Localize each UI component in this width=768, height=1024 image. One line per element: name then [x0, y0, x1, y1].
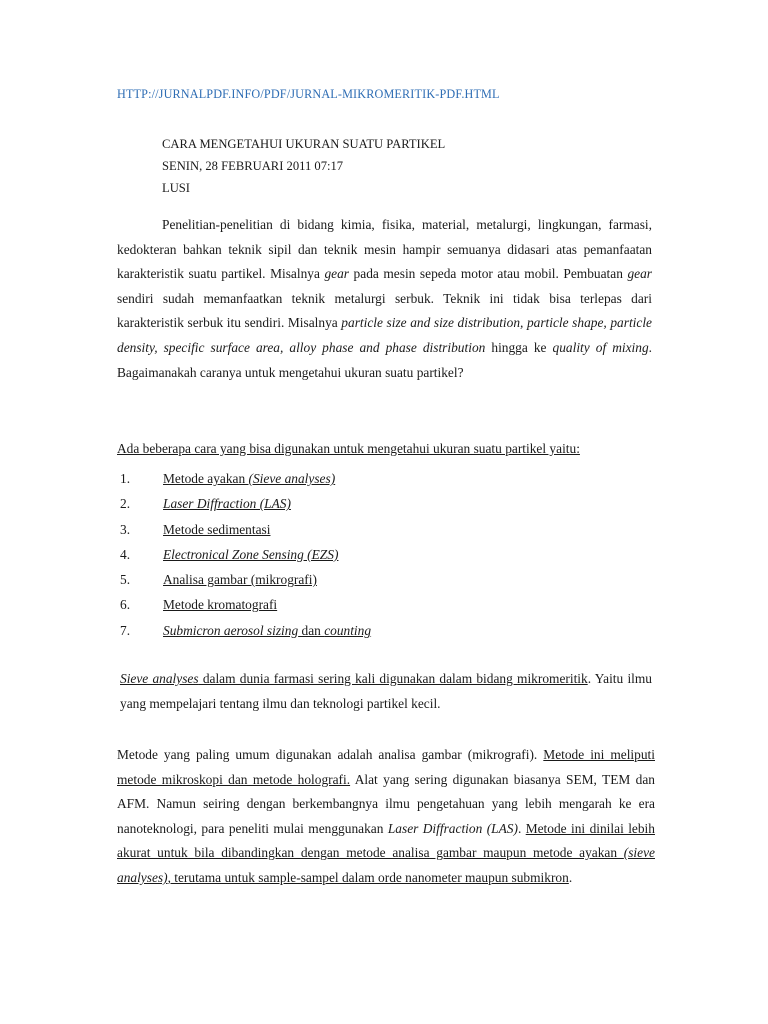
sieve-paragraph: [120, 667, 652, 716]
underlined-text: Metode ini meliputi metode mikroskopi dan metode holografi.: [117, 747, 655, 787]
list-number: 1.: [120, 471, 131, 486]
list-item-text: Laser Diffraction (LAS): [163, 496, 291, 512]
list-item: [120, 567, 371, 592]
article-author: LUSI: [162, 181, 190, 195]
text-run: Penelitian-penelitian di bidang kimia, fisika, material, metalurgi, lingkungan, farmasi, kedokteran bahkan teknik sipil dan teknik mesin hampir semuanya didasari atas pemanfaatan karakteristik suatu partikel. Misalnya: [117, 217, 652, 282]
list-number: 2.: [120, 496, 131, 512]
source-url-link[interactable]: HTTP://JURNALPDF.INFO/PDF/JURNAL-MIKROMERITIK-PDF.HTML: [117, 87, 500, 101]
article-date: SENIN, 28 FEBRUARI 2011 07:17: [162, 159, 344, 173]
italic-term: Sieve analyses: [120, 671, 199, 686]
text-run: hingga ke: [485, 339, 553, 355]
article-title: CARA MENGETAHUI UKURAN SUATU PARTIKEL: [162, 137, 446, 151]
list-item-text: Metode sedimentasi: [163, 521, 271, 537]
text-run: .: [517, 820, 526, 836]
list-number: 4.: [120, 546, 131, 562]
list-number: 3.: [120, 521, 131, 537]
italic-term: Laser Diffraction (LAS): [387, 820, 518, 836]
text-run: dalam dunia farmasi sering kali digunakan dalam bidang: [198, 671, 518, 686]
method-paragraph: [117, 743, 655, 891]
underlined-text: Metode ini dinilai lebih akurat untuk bila dibandingkan dengan metode analisa gambar maupun metode ayakan: [117, 820, 655, 861]
methods-list-heading: Ada beberapa cara yang bisa digunakan untuk mengetahui ukuran suatu partikel yaitu:: [117, 441, 580, 456]
list-item-text: Submicron aerosol sizing dan counting: [163, 622, 372, 638]
list-item: [120, 517, 371, 542]
methods-list: [120, 466, 371, 643]
text-run: pada mesin sepeda motor atau mobil. Pembuatan: [349, 266, 628, 282]
italic-term: (sieve analyses): [117, 845, 655, 885]
list-number: 5.: [120, 572, 131, 588]
intro-paragraph: [117, 213, 652, 385]
list-item: [120, 491, 371, 516]
list-item: [120, 618, 371, 643]
underlined-text: , terutama untuk sample-sampel dalam orde nanometer maupun submikron: [167, 869, 569, 885]
list-item: [120, 542, 371, 567]
list-item: [120, 592, 371, 617]
italic-term: gear: [627, 266, 653, 282]
text-run: . Yaitu ilmu yang mempelajari tentang ilmu dan teknologi partikel kecil.: [120, 671, 652, 711]
italic-term: quality of mixing: [552, 339, 649, 355]
article-header: [162, 133, 445, 199]
list-number: 7.: [120, 622, 131, 638]
list-number: 6.: [120, 597, 131, 613]
text-run: .: [568, 869, 573, 885]
list-item-text: Metode ayakan (Sieve analyses): [163, 471, 336, 486]
list-item-text: Analisa gambar (mikrografi): [163, 572, 317, 588]
underlined-term: mikromeritik: [517, 671, 588, 686]
list-item: [120, 466, 371, 491]
italic-term: gear: [324, 266, 350, 282]
text-run: . Bagaimanakah caranya untuk mengetahui ukuran suatu partikel?: [117, 339, 653, 380]
italic-term: particle size and size distribution, particle shape, particle density, specific surface area, alloy phase and phase distribution: [117, 315, 652, 355]
list-item-text: Electronical Zone Sensing (EZS): [163, 546, 339, 562]
text-run: Metode yang paling umum digunakan adalah analisa gambar (mikrografi).: [117, 747, 544, 762]
text-run: Alat yang sering digunakan biasanya SEM, TEM dan AFM. Namun seiring dengan berkembangnya ilmu pengetahuan yang lebih mengarah ke era nanoteknologi, para peneliti mulai menggunakan: [117, 771, 655, 836]
list-item-text: Metode kromatografi: [163, 597, 278, 613]
text-run: sendiri sudah memanfaatkan teknik metalurgi serbuk. Teknik ini tidak bisa terlepas dari karakteristik serbuk itu sendiri. Misalnya: [117, 290, 652, 331]
